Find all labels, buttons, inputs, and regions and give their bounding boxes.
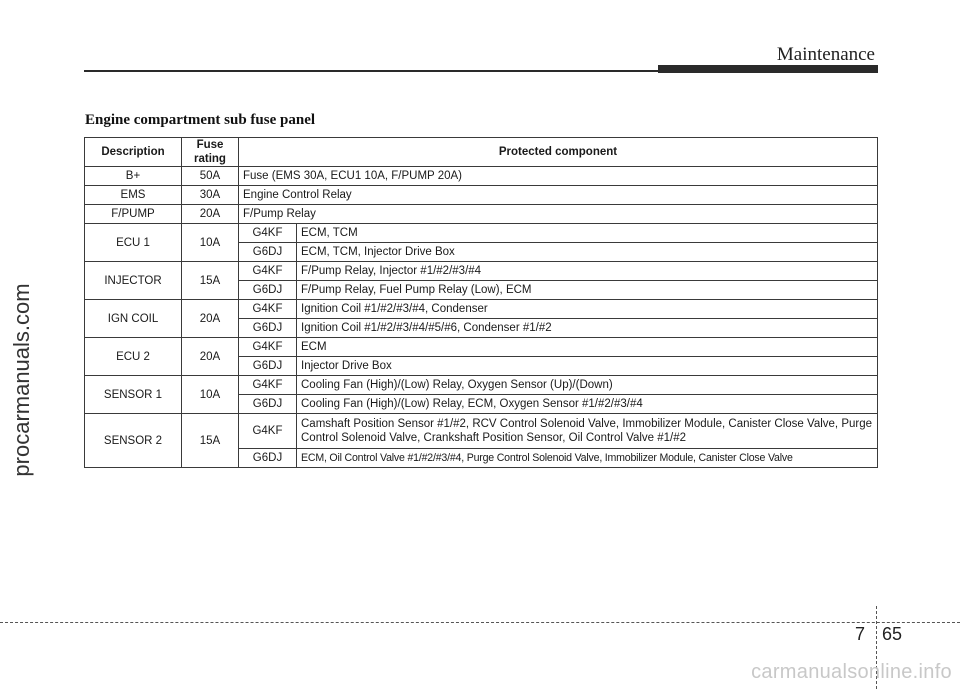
fuse-rating: 20A [182,205,239,224]
protected-component: ECM, TCM [297,224,878,243]
column-header-protected-component: Protected component [239,138,878,167]
engine-code: G6DJ [239,319,297,338]
section-title: Maintenance [776,44,875,65]
table-row [85,186,878,205]
table-row [85,414,878,449]
fuse-description: EMS [85,186,182,205]
engine-code: G6DJ [239,281,297,300]
engine-code: G4KF [239,338,297,357]
fuse-rating: 20A [182,300,239,338]
table-row [85,205,878,224]
fuse-description: SENSOR 1 [85,376,182,414]
fuse-table [84,137,878,468]
engine-code: G4KF [239,376,297,395]
protected-component: Fuse (EMS 30A, ECU1 10A, F/PUMP 20A) [239,167,878,186]
table-row [85,300,878,319]
fuse-description: SENSOR 2 [85,414,182,468]
engine-code: G4KF [239,224,297,243]
engine-code: G6DJ [239,357,297,376]
table-row [85,338,878,357]
engine-code: G4KF [239,414,297,449]
fuse-rating: 10A [182,376,239,414]
fuse-rating: 15A [182,414,239,468]
column-header-fuse-rating: Fuse rating [182,138,239,167]
column-header-description: Description [85,138,182,167]
fuse-description: IGN COIL [85,300,182,338]
fuse-description: B+ [85,167,182,186]
fuse-rating: 20A [182,338,239,376]
table-header-row [85,138,878,167]
engine-code: G4KF [239,300,297,319]
protected-component: F/Pump Relay [239,205,878,224]
chapter-number: 7 [855,624,866,644]
engine-code: G6DJ [239,395,297,414]
fuse-rating: 10A [182,224,239,262]
table-row [85,167,878,186]
fuse-description: ECU 1 [85,224,182,262]
protected-component: ECM [297,338,878,357]
watermark-text: carmanualsonline.info [751,661,952,683]
protected-component: ECM, Oil Control Valve #1/#2/#3/#4, Purge Control Solenoid Valve, Immobilizer Module, Canister Close Valve [297,449,878,468]
page-number: 65 [882,624,903,644]
protected-component: Ignition Coil #1/#2/#3/#4/#5/#6, Condenser #1/#2 [297,319,878,338]
fuse-description: F/PUMP [85,205,182,224]
page-heading: Engine compartment sub fuse panel [85,112,316,128]
protected-component: F/Pump Relay, Injector #1/#2/#3/#4 [297,262,878,281]
protected-component: ECM, TCM, Injector Drive Box [297,243,878,262]
fuse-rating: 30A [182,186,239,205]
engine-code: G6DJ [239,449,297,468]
protected-component: Cooling Fan (High)/(Low) Relay, ECM, Oxygen Sensor #1/#2/#3/#4 [297,395,878,414]
header-rule-accent [658,65,878,73]
fuse-rating: 15A [182,262,239,300]
protected-component: Engine Control Relay [239,186,878,205]
fuse-description: ECU 2 [85,338,182,376]
table-row [85,262,878,281]
engine-code: G6DJ [239,243,297,262]
protected-component: Ignition Coil #1/#2/#3/#4, Condenser [297,300,878,319]
protected-component: Camshaft Position Sensor #1/#2, RCV Control Solenoid Valve, Immobilizer Module, Canister Close Valve, Purge Control Solenoid Valve, Crankshaft Position Sensor, Oil Control Valve #1/#2 [297,414,878,449]
fuse-description: INJECTOR [85,262,182,300]
side-url-text: procarmanuals.com [9,283,34,477]
protected-component: Injector Drive Box [297,357,878,376]
header-rule [84,70,661,72]
protected-component: F/Pump Relay, Fuel Pump Relay (Low), ECM [297,281,878,300]
engine-code: G4KF [239,262,297,281]
fuse-rating: 50A [182,167,239,186]
table-row [85,224,878,243]
footer-divider [0,622,960,623]
table-row [85,376,878,395]
protected-component: Cooling Fan (High)/(Low) Relay, Oxygen Sensor (Up)/(Down) [297,376,878,395]
